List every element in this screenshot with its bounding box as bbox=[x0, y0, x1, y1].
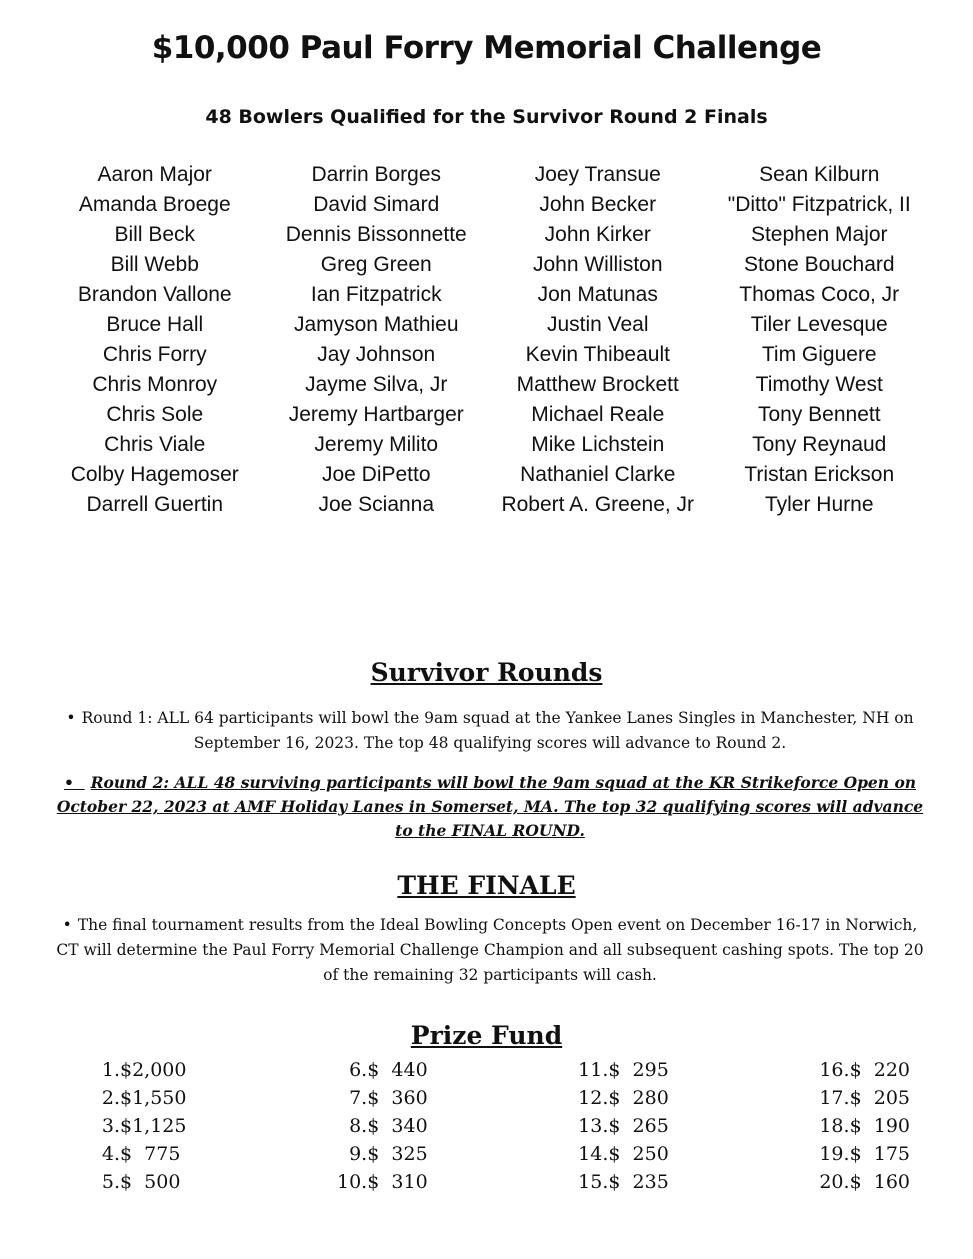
bowler-name: Tyler Hurne bbox=[764, 493, 874, 516]
prize-amount: $ 175 bbox=[849, 1143, 910, 1165]
bowler-name: Timothy West bbox=[755, 373, 883, 396]
bowler-name: John Kirker bbox=[544, 223, 651, 246]
prize-amount: $ 775 bbox=[120, 1143, 181, 1165]
prize-row bbox=[558, 1140, 668, 1168]
prize-place: 6. bbox=[349, 1059, 368, 1081]
bullet-icon: • bbox=[63, 773, 85, 792]
bowler-column-4 bbox=[709, 160, 931, 520]
prize-column-1 bbox=[80, 1056, 186, 1196]
bullet-icon: • bbox=[62, 916, 72, 934]
bowler-name: Jon Matunas bbox=[537, 283, 658, 306]
prize-fund-table bbox=[80, 1056, 910, 1196]
bowler-name: Tim Giguere bbox=[761, 343, 877, 366]
bowler-name: Nathaniel Clarke bbox=[520, 463, 676, 486]
bowler-name: Justin Veal bbox=[546, 313, 649, 336]
prize-row bbox=[800, 1084, 910, 1112]
bowler-name: Greg Green bbox=[320, 253, 432, 276]
prize-amount: $ 280 bbox=[608, 1087, 669, 1109]
bowler-name: Thomas Coco, Jr bbox=[739, 283, 900, 306]
bowler-name: Jamyson Mathieu bbox=[293, 313, 459, 336]
prize-place: 5. bbox=[101, 1171, 120, 1193]
bowler-name: Aaron Major bbox=[97, 163, 212, 186]
bowler-name: Matthew Brockett bbox=[516, 373, 679, 396]
prize-row bbox=[80, 1112, 186, 1140]
prize-amount: $ 295 bbox=[608, 1059, 669, 1081]
prize-place: 1. bbox=[101, 1059, 120, 1081]
prize-row bbox=[800, 1140, 910, 1168]
prize-amount: $ 205 bbox=[849, 1087, 910, 1109]
prize-row bbox=[558, 1112, 668, 1140]
prize-amount: $ 325 bbox=[367, 1143, 428, 1165]
prize-row bbox=[317, 1168, 427, 1196]
round-1-text: Round 1: ALL 64 participants will bowl the 9am squad at the Yankee Lanes Singles in Manchester, NH on September 16, 2023. The top 48 qualifying scores will advance to Round 2. bbox=[81, 709, 914, 752]
prize-place: 17. bbox=[819, 1087, 850, 1109]
prize-place: 4. bbox=[101, 1143, 120, 1165]
prize-place: 10. bbox=[337, 1171, 368, 1193]
prize-column-3 bbox=[558, 1056, 668, 1196]
prize-place: 16. bbox=[819, 1059, 850, 1081]
prize-amount: $ 500 bbox=[120, 1171, 181, 1193]
prize-amount: $ 190 bbox=[849, 1115, 910, 1137]
bowler-name: Chris Forry bbox=[102, 343, 207, 366]
bowler-name: Tiler Levesque bbox=[750, 313, 888, 336]
bowler-name: David Simard bbox=[313, 193, 440, 216]
prize-place: 9. bbox=[349, 1143, 368, 1165]
prize-amount: $ 265 bbox=[608, 1115, 669, 1137]
prize-place: 15. bbox=[578, 1171, 609, 1193]
bowler-name: John Becker bbox=[539, 193, 657, 216]
bowler-name: Stephen Major bbox=[750, 223, 888, 246]
bowler-name: Joe Scianna bbox=[318, 493, 435, 516]
prize-amount: $ 235 bbox=[608, 1171, 669, 1193]
bowler-name: Jeremy Milito bbox=[314, 433, 439, 456]
prize-place: 20. bbox=[819, 1171, 850, 1193]
prize-amount: $1,125 bbox=[120, 1115, 187, 1137]
prize-row bbox=[80, 1084, 186, 1112]
round-1-paragraph bbox=[52, 706, 928, 756]
prize-row bbox=[558, 1084, 668, 1112]
prize-row bbox=[558, 1168, 668, 1196]
bowler-name: John Williston bbox=[532, 253, 663, 276]
prize-row bbox=[800, 1168, 910, 1196]
bowler-name: Michael Reale bbox=[531, 403, 665, 426]
finale-paragraph bbox=[52, 913, 928, 988]
finale-text: The final tournament results from the Ideal Bowling Concepts Open event on December 16-17 in Norwich, CT will determine the Paul Forry Memorial Challenge Champion and all subsequent cashing spots. The top 20 of the remaining 32 participants will cash. bbox=[56, 916, 924, 984]
bowler-name: "Ditto" Fitzpatrick, II bbox=[727, 193, 911, 216]
prize-amount: $ 340 bbox=[367, 1115, 428, 1137]
prize-place: 14. bbox=[578, 1143, 609, 1165]
bowler-name: Tristan Erickson bbox=[744, 463, 895, 486]
prize-row bbox=[800, 1112, 910, 1140]
prize-place: 3. bbox=[101, 1115, 120, 1137]
bowler-name: Chris Viale bbox=[104, 433, 206, 456]
bowler-name: Jeremy Hartbarger bbox=[288, 403, 464, 426]
page-subtitle: 48 Bowlers Qualified for the Survivor Round 2 Finals bbox=[205, 106, 768, 128]
prize-amount: $ 160 bbox=[849, 1171, 910, 1193]
bowler-name: Colby Hagemoser bbox=[70, 463, 239, 486]
bowler-name: Stone Bouchard bbox=[743, 253, 895, 276]
prize-place: 8. bbox=[349, 1115, 368, 1137]
bowler-name: Jay Johnson bbox=[317, 343, 436, 366]
bowler-column-1 bbox=[44, 160, 266, 520]
bowler-column-3 bbox=[487, 160, 709, 520]
prize-row bbox=[80, 1168, 186, 1196]
prize-amount: $1,550 bbox=[120, 1087, 187, 1109]
bowler-name: Darrell Guertin bbox=[86, 493, 224, 516]
prize-place: 7. bbox=[349, 1087, 368, 1109]
prize-amount: $ 360 bbox=[367, 1087, 428, 1109]
prize-place: 12. bbox=[578, 1087, 609, 1109]
bowler-name: Tony Reynaud bbox=[752, 433, 887, 456]
bowler-name: Darrin Borges bbox=[311, 163, 442, 186]
bullet-icon: • bbox=[66, 709, 76, 727]
bowler-name: Joe DiPetto bbox=[321, 463, 431, 486]
prize-row bbox=[80, 1140, 186, 1168]
bowler-name: Sean Kilburn bbox=[759, 163, 880, 186]
prize-amount: $ 440 bbox=[367, 1059, 428, 1081]
prize-place: 19. bbox=[819, 1143, 850, 1165]
prize-row bbox=[317, 1056, 427, 1084]
prize-row bbox=[80, 1056, 186, 1084]
prize-fund-heading: Prize Fund bbox=[410, 1021, 563, 1050]
bowler-name: Tony Bennett bbox=[757, 403, 881, 426]
prize-row bbox=[317, 1084, 427, 1112]
prize-row bbox=[317, 1140, 427, 1168]
bowler-name: Chris Sole bbox=[106, 403, 204, 426]
prize-column-4 bbox=[800, 1056, 910, 1196]
bowler-name: Dennis Bissonnette bbox=[285, 223, 467, 246]
round-2-text: Round 2: ALL 48 surviving participants will bowl the 9am squad at the KR Strikeforce Open on October 22, 2023 at AMF Holiday Lanes in Somerset, MA. The top 32 qualifying scores will advance to the FINAL ROUND. bbox=[56, 773, 924, 840]
bowler-name: Bruce Hall bbox=[106, 313, 204, 336]
bowler-name: Mike Lichstein bbox=[531, 433, 665, 456]
prize-amount: $2,000 bbox=[120, 1059, 187, 1081]
finale-heading: THE FINALE bbox=[397, 871, 576, 900]
prize-row bbox=[558, 1056, 668, 1084]
prize-amount: $ 250 bbox=[608, 1143, 669, 1165]
prize-amount: $ 220 bbox=[849, 1059, 910, 1081]
bowler-name: Ian Fitzpatrick bbox=[310, 283, 442, 306]
bowler-name: Chris Monroy bbox=[92, 373, 218, 396]
survivor-rounds-heading: Survivor Rounds bbox=[370, 658, 603, 687]
page-title: $10,000 Paul Forry Memorial Challenge bbox=[151, 30, 822, 66]
bowler-name: Robert A. Greene, Jr bbox=[501, 493, 695, 516]
prize-row bbox=[800, 1056, 910, 1084]
prize-place: 2. bbox=[101, 1087, 120, 1109]
prize-row bbox=[317, 1112, 427, 1140]
bowler-name: Bill Beck bbox=[114, 223, 196, 246]
bowler-list bbox=[44, 160, 930, 520]
prize-column-2 bbox=[317, 1056, 427, 1196]
bowler-name: Brandon Vallone bbox=[77, 283, 232, 306]
prize-place: 11. bbox=[578, 1059, 609, 1081]
prize-amount: $ 310 bbox=[367, 1171, 428, 1193]
bowler-name: Joey Transue bbox=[534, 163, 661, 186]
prize-place: 18. bbox=[819, 1115, 850, 1137]
bowler-column-2 bbox=[266, 160, 488, 520]
bowler-name: Amanda Broege bbox=[78, 193, 231, 216]
round-2-paragraph bbox=[52, 771, 928, 843]
bowler-name: Bill Webb bbox=[110, 253, 199, 276]
bowler-name: Kevin Thibeault bbox=[525, 343, 670, 366]
bowler-name: Jayme Silva, Jr bbox=[305, 373, 448, 396]
prize-place: 13. bbox=[578, 1115, 609, 1137]
